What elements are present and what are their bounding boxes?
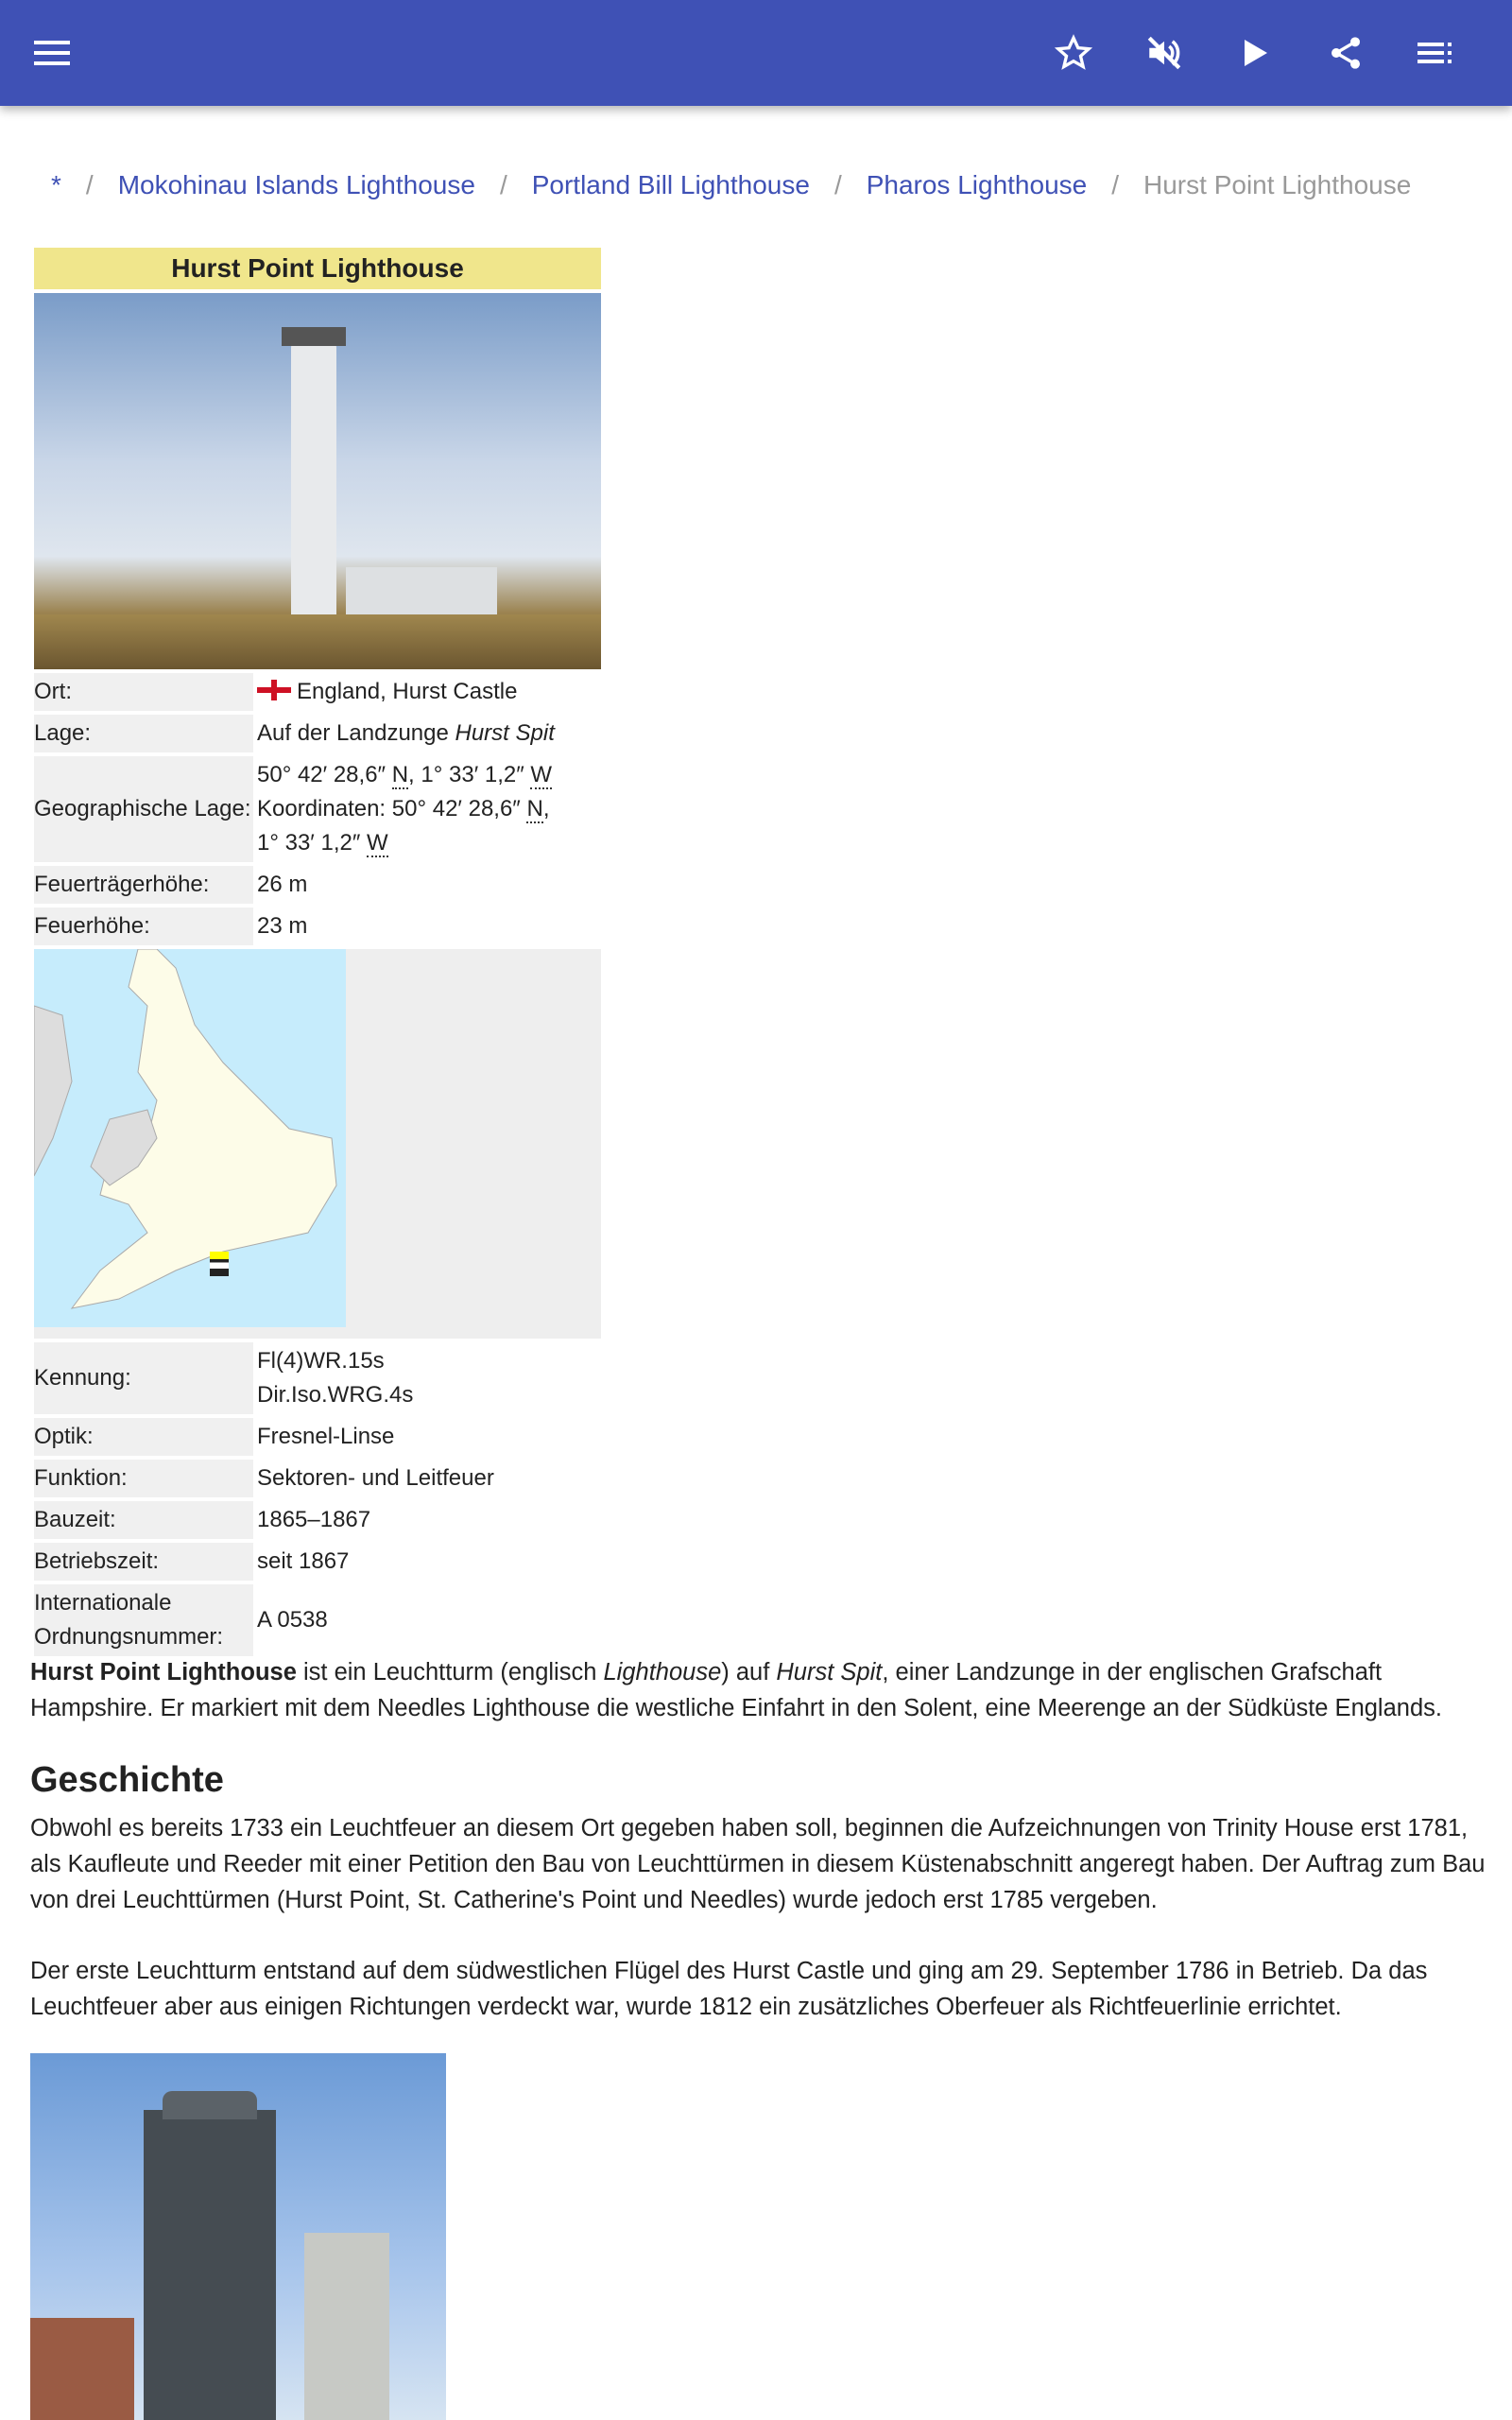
row-ort: [34, 673, 601, 711]
app-toolbar: [0, 0, 1512, 106]
row-lage: [34, 715, 601, 752]
breadcrumb-separator: /: [85, 170, 94, 199]
breadcrumb-mokohinau[interactable]: Mokohinau Islands Lighthouse: [117, 170, 475, 199]
row-betriebszeit: [34, 1543, 601, 1581]
value: Sektoren- und Leitfeuer: [257, 1465, 494, 1491]
coord: , 1° 33′ 1,2″: [408, 762, 531, 787]
england-flag-icon: [257, 680, 291, 700]
row-optik: [34, 1418, 601, 1456]
value: 1865–1867: [257, 1507, 371, 1532]
row-bauzeit: [34, 1501, 601, 1539]
label: Internationale: [34, 1590, 172, 1616]
infobox-rows-1: [34, 673, 601, 945]
breadcrumb-separator: /: [833, 170, 842, 199]
west-abbr: W: [530, 762, 553, 787]
mute-icon[interactable]: [1138, 26, 1191, 79]
label: Optik:: [34, 1418, 253, 1456]
label: Ordnungsnummer:: [34, 1624, 224, 1650]
value: Auf der Landzunge: [257, 720, 455, 746]
comma: ,: [542, 796, 550, 821]
value: 23 m: [257, 913, 308, 939]
breadcrumb-separator: /: [499, 170, 507, 199]
menu-icon[interactable]: [26, 26, 79, 79]
row-funktion: [34, 1460, 601, 1497]
lighthouse-photo[interactable]: [34, 293, 601, 669]
label: Funktion:: [34, 1460, 253, 1497]
share-icon[interactable]: [1319, 26, 1372, 79]
paragraph: Obwohl es bereits 1733 ein Leuchtfeuer an diesem Ort gegeben haben soll, beginnen die Aufzeichnungen von Trinity House erst 1781, als Kaufleute und Reeder mit einer Petition den Bau von Leuchttürmen in diesem Küstenabschnitt angeregt haben. Der Auftrag zum Bau von drei Leuchttürmen (Hurst Point, St. Catherine's Point und Needles) wurde jedoch erst 1785 vergeben.: [30, 1815, 1486, 1913]
label: Kennung:: [34, 1342, 253, 1414]
section-heading-geschichte: Geschichte: [30, 1760, 224, 1800]
row-ordnungsnummer: [34, 1584, 601, 1656]
breadcrumb-pharos[interactable]: Pharos Lighthouse: [866, 170, 1088, 199]
coordinates[interactable]: [253, 756, 601, 862]
breadcrumb-separator: /: [1111, 170, 1120, 199]
value: Dir.Iso.WRG.4s: [257, 1382, 414, 1408]
label: Feuerträgerhöhe:: [34, 866, 253, 904]
text: ) auf: [721, 1659, 777, 1685]
value-italic: Hurst Spit: [455, 720, 555, 746]
label: Lage:: [34, 715, 253, 752]
north-abbr: N: [526, 796, 543, 821]
row-geo: [34, 756, 601, 862]
text-italic: Lighthouse: [603, 1659, 722, 1685]
value: seit 1867: [257, 1548, 350, 1574]
subject-bold: Hurst Point Lighthouse: [30, 1659, 297, 1685]
text: ist ein Leuchtturm (englisch: [296, 1659, 604, 1685]
row-kennung: [34, 1342, 601, 1414]
breadcrumb-home[interactable]: *: [51, 170, 61, 199]
row-feuertraegerhoehe: [34, 866, 601, 904]
label: Ort:: [34, 673, 253, 711]
infobox-title: Hurst Point Lighthouse: [34, 248, 601, 289]
lighthouse-marker-icon: [210, 1252, 229, 1276]
play-icon[interactable]: [1228, 26, 1281, 79]
playlist-icon[interactable]: [1410, 26, 1463, 79]
breadcrumb: [51, 170, 1411, 200]
breadcrumb-current: Hurst Point Lighthouse: [1143, 170, 1412, 199]
old-lighthouse-photo[interactable]: [30, 2053, 446, 2420]
row-feuerhoehe: [34, 908, 601, 945]
coord: 1° 33′ 1,2″: [257, 830, 368, 856]
north-abbr: N: [391, 762, 409, 787]
location-map[interactable]: [34, 949, 601, 1339]
value: Fresnel-Linse: [257, 1424, 395, 1449]
west-abbr: W: [367, 830, 388, 856]
label: Bauzeit:: [34, 1501, 253, 1539]
text: , einer Landzunge in der englischen Grafschaft Hampshire. Er markiert mit dem Needles Lighthouse die westliche Einfahrt in den Solent, eine Meerenge an der Südküste Englands.: [30, 1659, 1442, 1721]
breadcrumb-portland-bill[interactable]: Portland Bill Lighthouse: [531, 170, 810, 199]
coord: Koordinaten: 50° 42′ 28,6″: [257, 796, 527, 821]
star-icon[interactable]: [1047, 26, 1100, 79]
label: Feuerhöhe:: [34, 908, 253, 945]
value: A 0538: [257, 1607, 328, 1633]
value: 26 m: [257, 872, 308, 897]
value: Fl(4)WR.15s: [257, 1348, 385, 1374]
infobox: [34, 248, 601, 1656]
coord: 50° 42′ 28,6″: [257, 762, 392, 787]
intro-paragraph: [30, 1654, 1486, 1726]
label: Geographische Lage:: [34, 756, 253, 862]
value: England, Hurst Castle: [297, 679, 518, 704]
paragraph: Der erste Leuchtturm entstand auf dem südwestlichen Flügel des Hurst Castle und ging am 29. September 1786 in Betrieb. Da das Leuchtfeuer aber aus einigen Richtungen verdeckt war, wurde 1812 ein zusätzliches Oberfeuer als Richtfeuerlinie errichtet.: [30, 1958, 1428, 2020]
label: Betriebszeit:: [34, 1543, 253, 1581]
text-italic: Hurst Spit: [776, 1659, 883, 1685]
